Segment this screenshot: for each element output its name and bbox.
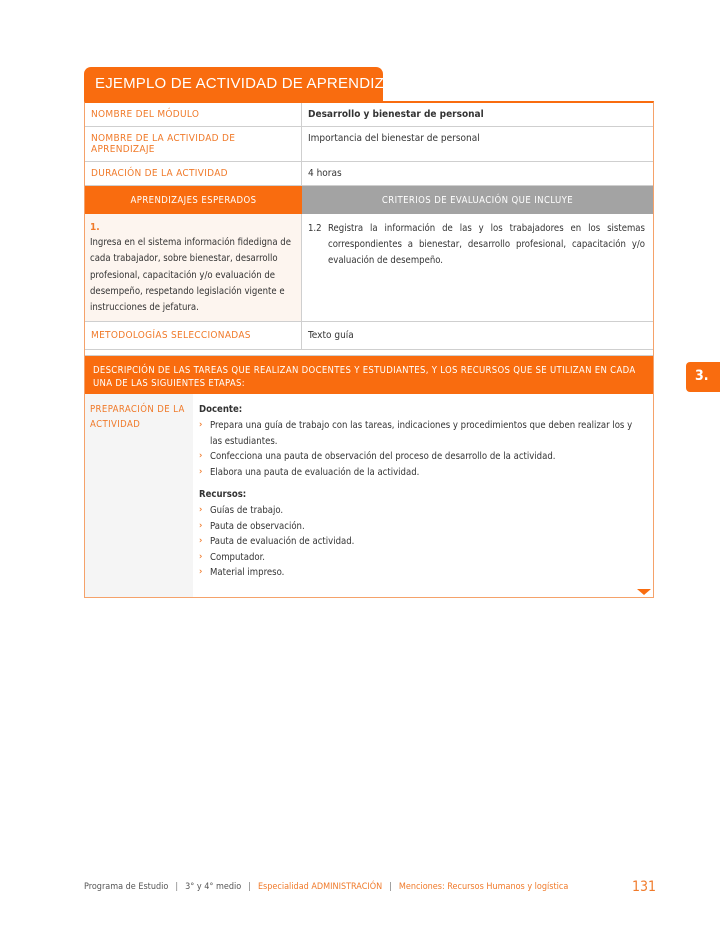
footer-program: Programa de Estudio <box>84 882 169 892</box>
teacher-item-text: Confecciona una pauta de observación del proceso de desarrollo de la actividad. <box>210 451 556 463</box>
continue-down-arrow-icon <box>637 589 651 595</box>
criteria-cell <box>302 214 653 321</box>
duration-label: DURACIÓN DE LA ACTIVIDAD <box>85 162 302 185</box>
resource-item <box>199 550 645 566</box>
columns-header-row <box>85 186 653 214</box>
expected-learning-header: APRENDIZAJES ESPERADOS <box>85 186 302 214</box>
preparation-label: PREPARACIÓN DE LA ACTIVIDAD <box>85 394 193 597</box>
bullet-arrow-icon: › <box>199 567 203 578</box>
module-value: Desarrollo y bienestar de personal <box>308 109 484 120</box>
footer-separator: | <box>389 882 392 892</box>
resource-item-text: Guías de trabajo. <box>210 505 284 517</box>
criterion-text: Registra la información de las y los trabajadores en los sistemas correspondientes a bienestar, desarrollo profesional, capacitación y/o evaluación de desempeño. <box>328 223 645 266</box>
bullet-arrow-icon: › <box>199 420 203 431</box>
resource-item-text: Pauta de observación. <box>210 520 305 532</box>
bullet-arrow-icon: › <box>199 551 203 562</box>
footer-separator: | <box>175 882 179 892</box>
description-header: DESCRIPCIÓN DE LAS TAREAS QUE REALIZAN DOCENTES Y ESTUDIANTES, Y LOS RECURSOS QUE SE UTILIZAN EN CADA UNA DE LAS SIGUIENTES ETAPAS: <box>85 356 653 394</box>
learning-number: 1. <box>90 222 100 233</box>
chapter-tab: 3. <box>686 362 720 392</box>
footer-specialty: Especialidad ADMINISTRACIÓN <box>257 882 383 892</box>
learning-row <box>85 214 653 322</box>
bullet-arrow-icon: › <box>199 536 203 547</box>
duration-row <box>85 162 653 186</box>
duration-value: 4 horas <box>308 168 342 179</box>
module-label: NOMBRE DEL MÓDULO <box>85 103 302 126</box>
bullet-arrow-icon: › <box>199 451 203 462</box>
bullet-arrow-icon: › <box>199 505 203 516</box>
expected-learning-cell <box>85 214 302 321</box>
criterion-number: 1.2 <box>308 223 322 234</box>
preparation-row <box>85 394 653 597</box>
activity-table <box>84 101 654 598</box>
methodology-label: METODOLOGÍAS SELECCIONADAS <box>85 322 302 349</box>
teacher-item <box>199 449 645 465</box>
resource-item <box>199 519 645 535</box>
activity-row <box>85 127 653 162</box>
page-footer <box>84 879 656 895</box>
criterion-item <box>308 221 645 269</box>
footer-mentions: Menciones: Recursos Humanos y logística <box>398 882 569 892</box>
activity-title-tab: EJEMPLO DE ACTIVIDAD DE APRENDIZAJE <box>84 67 383 101</box>
resources-title: Recursos: <box>199 489 247 501</box>
preparation-content <box>193 394 653 597</box>
activity-value: Importancia del bienestar de personal <box>308 133 480 144</box>
methodology-row <box>85 322 653 350</box>
page-number: 131 <box>631 879 656 895</box>
bullet-arrow-icon: › <box>199 520 203 531</box>
resource-item-text: Material impreso. <box>210 567 285 579</box>
criteria-header: CRITERIOS DE EVALUACIÓN QUE INCLUYE <box>302 186 653 214</box>
resource-item <box>199 503 645 519</box>
resource-item-text: Computador. <box>210 551 265 563</box>
resource-item <box>199 565 645 581</box>
footer-separator: | <box>248 882 251 892</box>
bullet-arrow-icon: › <box>199 466 203 477</box>
methodology-value: Texto guía <box>308 330 354 342</box>
teacher-item <box>199 418 645 449</box>
resource-item <box>199 534 645 550</box>
teacher-item-text: Elabora una pauta de evaluación de la actividad. <box>210 466 420 478</box>
learning-text: Ingresa en el sistema información fidedigna de cada trabajador, sobre bienestar, desarrollo profesional, capacitación y/o evaluación de desempeño, respetando legislación vigente e instrucciones de jefatura. <box>90 237 291 314</box>
resource-item-text: Pauta de evaluación de actividad. <box>210 536 355 548</box>
teacher-item-text: Prepara una guía de trabajo con las tareas, indicaciones y procedimientos que deben realizar los y las estudiantes. <box>210 420 633 447</box>
module-row <box>85 103 653 127</box>
teacher-title: Docente: <box>199 404 243 416</box>
footer-grade: 3° y 4° medio <box>185 882 242 892</box>
teacher-item <box>199 465 645 481</box>
activity-label: NOMBRE DE LA ACTIVIDAD DE APRENDIZAJE <box>85 127 302 161</box>
